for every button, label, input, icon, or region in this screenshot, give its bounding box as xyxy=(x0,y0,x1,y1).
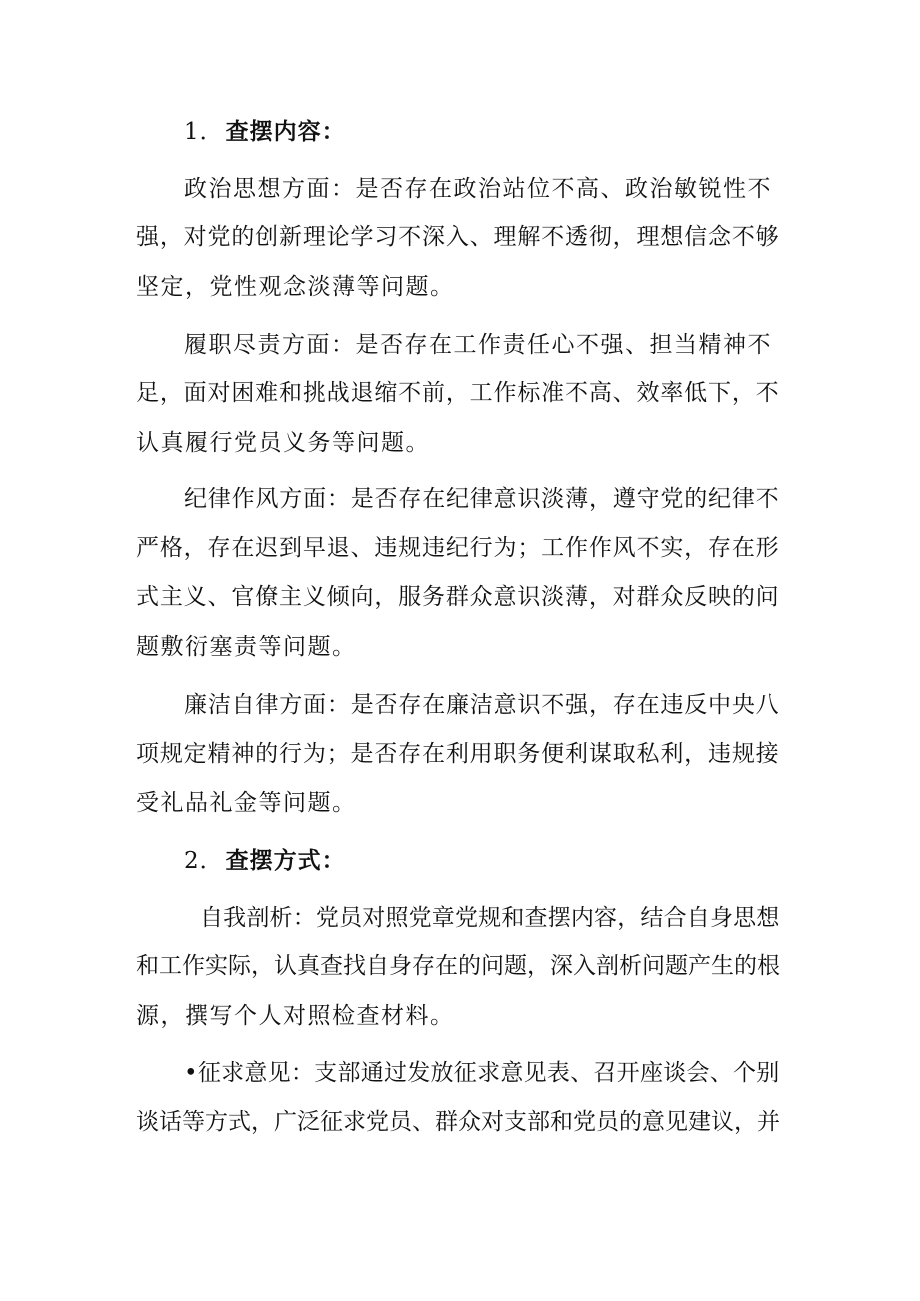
paragraph-line: 纪律作风方面：是否存在纪律意识淡薄，遵守党的纪律不 xyxy=(184,486,780,512)
paragraph-line: 政治思想方面：是否存在政治站位不高、政治敏锐性不 xyxy=(184,176,772,202)
section-2-title: 查摆方式： xyxy=(225,847,346,874)
paragraph-line: 项规定精神的行为；是否存在利用职务便利谋取私利，违规接 xyxy=(136,741,780,767)
paragraph-line: 廉洁自律方面：是否存在廉洁意识不强，存在违反中央八 xyxy=(184,692,780,718)
paragraph-line: 源，撰写个人对照检查材料。 xyxy=(136,1003,455,1029)
paragraph-line: 履职尽责方面：是否存在工作责任心不强、担当精神不 xyxy=(184,332,772,358)
section-1-title: 查摆内容： xyxy=(225,118,346,145)
paragraph-line: •征求意见：支部通过发放征求意见表、召开座谈会、个别 xyxy=(184,1060,780,1086)
paragraph-line: 坚定，党性观念淡薄等问题。 xyxy=(136,274,455,300)
section-1-number: 1． xyxy=(184,119,224,145)
section-2-number: 2． xyxy=(184,848,224,874)
paragraph-line: 认真履行党员义务等问题。 xyxy=(136,430,430,456)
paragraph-line: 谈话等方式，广泛征求党员、群众对支部和党员的意见建议，并 xyxy=(136,1109,780,1135)
paragraph-line: 和工作实际，认真查找自身存在的问题，深入剖析问题产生的根 xyxy=(136,953,780,979)
paragraph-line: 题敷衍塞责等问题。 xyxy=(136,634,357,660)
section-2-heading xyxy=(184,846,346,876)
paragraph-line: 强，对党的创新理论学习不深入、理解不透彻，理想信念不够 xyxy=(136,224,780,250)
paragraph-line: 足，面对困难和挑战退缩不前，工作标准不高、效率低下，不 xyxy=(136,380,780,406)
paragraph-line: 自我剖析：党员对照党章党规和查摆内容，结合自身思想 xyxy=(200,905,780,931)
paragraph-line: 式主义、官僚主义倾向，服务群众意识淡薄，对群众反映的问 xyxy=(136,584,780,610)
paragraph-line: 严格，存在迟到早退、违规违纪行为；工作作风不实，存在形 xyxy=(136,535,780,561)
section-1-heading xyxy=(184,117,346,147)
paragraph-line: 受礼品礼金等问题。 xyxy=(136,790,357,816)
